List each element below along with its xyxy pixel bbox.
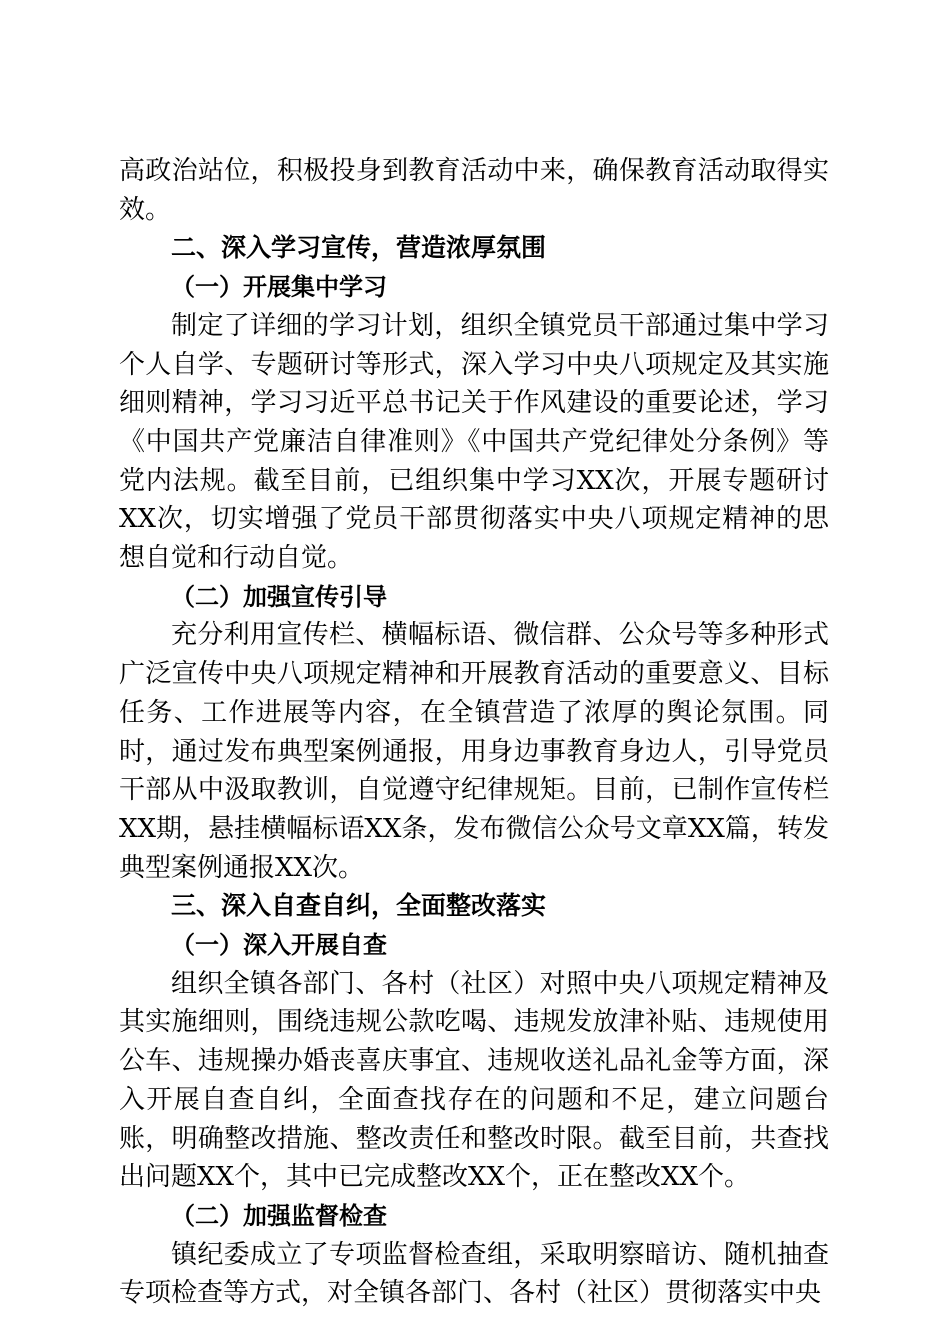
paragraph-centralized-study: 制定了详细的学习计划，组织全镇党员干部通过集中学习个人自学、专题研讨等形式，深入学习中央八项规定及其实施细则精神，学习习近平总书记关于作风建设的重要论述，学习《中国共产党廉洁自律准则》《中国共产党纪律处分条例》等党内法规。截至目前，已组织集中学习XX次，开展专题研讨XX次，切实增强了党员干部贯彻落实中央八项规定精神的思想自觉和行动自觉。 <box>119 310 829 574</box>
section-heading-3: 三、深入自查自纠，全面整改落实 <box>171 891 547 921</box>
paragraph-publicity: 充分利用宣传栏、横幅标语、微信群、公众号等多种形式广泛宣传中央八项规定精神和开展教育活动的重要意义、目标任务、工作进展等内容，在全镇营造了浓厚的舆论氛围。同时，通过发布典型案例通报，用身边事教育身边人，引导党员干部从中汲取教训，自觉遵守纪律规矩。目前，已制作宣传栏XX期，悬挂横幅标语XX条，发布微信公众号文章XX篇，转发典型案例通报XX次。 <box>119 620 829 883</box>
subsection-heading-2-1: （一）开展集中学习 <box>171 272 387 302</box>
subsection-heading-3-2: （二）加强监督检查 <box>171 1200 387 1230</box>
subsection-heading-3-1: （一）深入开展自查 <box>171 930 387 960</box>
subsection-heading-2-2: （二）加强宣传引导 <box>171 581 387 611</box>
paragraph-self-inspection: 组织全镇各部门、各村（社区）对照中央八项规定精神及其实施细则，围绕违规公款吃喝、违规发放津补贴、违规使用公车、违规操办婚丧喜庆事宜、违规收送礼品礼金等方面，深入开展自查自纠，全面查找存在的问题和不足，建立问题台账，明确整改措施、整改责任和整改时限。截至目前，共查找出问题XX个，其中已完成整改XX个，正在整改XX个。 <box>119 968 829 1193</box>
paragraph-continuation: 高政治站位，积极投身到教育活动中来，确保教育活动取得实效。 <box>119 156 829 225</box>
paragraph-supervision: 镇纪委成立了专项监督检查组，采取明察暗访、随机抽查专项检查等方式，对全镇各部门、各村（社区）贯彻落实中央 <box>119 1239 829 1309</box>
document-body <box>119 152 829 1313</box>
section-heading-2: 二、深入学习宣传，营造浓厚氛围 <box>171 233 547 263</box>
